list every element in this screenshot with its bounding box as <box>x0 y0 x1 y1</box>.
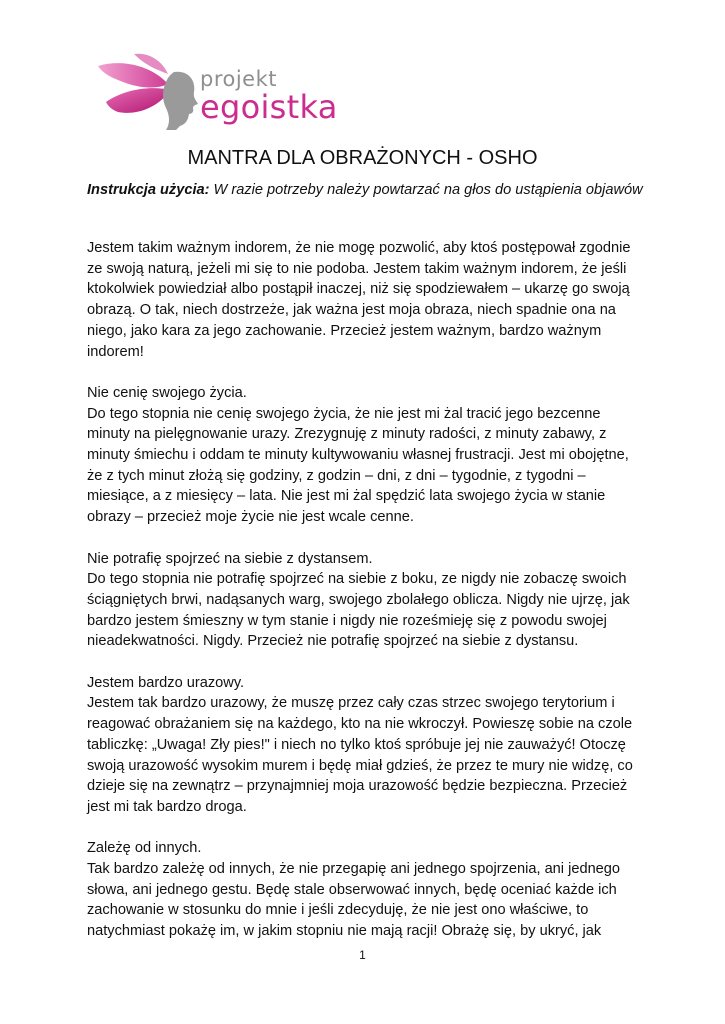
logo-wordmark <box>200 68 338 124</box>
text-line: niego, jako kara za jego zachowanie. Przecież jestem ważnym, bardzo ważnym <box>87 322 602 339</box>
document-title: MANTRA DLA OBRAŻONYCH - OSHO <box>187 147 538 169</box>
text-line: Zależę od innych. <box>87 840 202 857</box>
instruction-text: W razie potrzeby należy powtarzać na głos do ustąpienia objawów <box>209 182 643 198</box>
text-line: tabliczkę: „Uwaga! Zły pies!" i niech no tylko ktoś spróbuje jej nie zauważyć! Otoczę <box>87 736 626 753</box>
paragraph-urazowy <box>87 673 642 818</box>
text-line: obrazą. O tak, niech dostrzeże, jak ważna jest moja obraza, niech spadnie ona na <box>87 302 616 319</box>
text-line: ze swoją naturą, jeżeli mi się to nie podoba. Jestem takim ważnym indorem, że jeśli <box>87 260 627 277</box>
text-line: jest mi tak bardzo droga. <box>87 798 247 815</box>
text-line: natychmiast pokażę im, w jakim stopniu nie mają racji! Obrażę się, by ukryć, jak <box>87 923 602 940</box>
text-line: indorem! <box>87 343 144 360</box>
text-line: minuty na pielęgnowanie urazy. Zrezygnuję z minuty radości, z minuty zabawy, z <box>87 426 607 443</box>
paragraph-indor <box>87 238 642 362</box>
text-line: że z tych minut złożą się godziny, z godzin – dni, z dni – tygodnie, z tygodni – <box>87 467 586 484</box>
text-line: obrazy – przecież moje życie nie jest wcale cenne. <box>87 509 414 526</box>
text-line: Nie potrafię spojrzeć na siebie z dystansem. <box>87 550 373 567</box>
text-line: Jestem bardzo urazowy. <box>87 674 245 691</box>
document-body <box>87 238 642 963</box>
text-line: Do tego stopnia nie cenię swojego życia, że nie jest mi żal tracić jego bezcenne <box>87 405 601 422</box>
text-line: Jestem takim ważnym indorem, że nie mogę pozwolić, aby ktoś postępował zgodnie <box>87 240 631 256</box>
paragraph-zaleze <box>87 838 642 942</box>
butterfly-profile-icon <box>96 50 206 132</box>
text-line: Jestem tak bardzo urazowy, że muszę przez cały czas strzec swojego terytorium i <box>87 695 615 712</box>
text-line: reagować obrażaniem się na każdego, kto na nie wkroczył. Powieszę sobie na czole <box>87 716 633 733</box>
text-line: ktokolwiek powiedział albo postąpił inaczej, niż się spodziewałem – ukarzę go swoją <box>87 281 630 298</box>
text-line: minuty śmiechu i oddam te minuty kultywowaniu własnej frustracji. Jest mi obojętne, <box>87 447 629 464</box>
text-line: Do tego stopnia nie potrafię spojrzeć na siebie z boku, ze nigdy nie zobaczę swoich <box>87 571 627 588</box>
brand-logo <box>96 50 336 132</box>
text-line: bardzo jestem śmieszny w tym stanie i nigdy nie roześmieję się z powodu swojej <box>87 612 607 629</box>
text-line: nieadekwatności. Nigdy. Przecież nie potrafię spojrzeć na siebie z dystansu. <box>87 633 579 650</box>
text-line: dzieje się na zewnątrz – przynajmniej moja urazowość będzie bezpieczna. Przecież <box>87 778 628 795</box>
text-line: miesiące, a z miesięcy – lata. Nie jest mi żal spędzić lata swojego życia w stanie <box>87 488 606 505</box>
page-number: 1 <box>359 948 366 962</box>
text-line: swoją urazowość wysokim murem i będę miał gdzieś, że przez te mury nie widzę, co <box>87 757 633 774</box>
text-line: Nie cenię swojego życia. <box>87 384 247 401</box>
text-line: Tak bardzo zależę od innych, że nie przegapię ani jednego spojrzenia, ani jednego <box>87 861 621 878</box>
paragraph-zycie <box>87 383 642 528</box>
text-line: ściągniętych brwi, nadąsanych warg, swojego zbolałego oblicza. Nigdy nie ujrzę, jak <box>87 591 630 608</box>
logo-line-egoistka: egoistka <box>200 88 338 126</box>
logo-line-projekt: projekt <box>200 67 277 91</box>
paragraph-dystans <box>87 549 642 653</box>
text-line: zachowanie w stosunku do mnie i jeśli zdecyduję, że nie jest ono właściwe, to <box>87 902 589 919</box>
instruction-label: Instrukcja użycia: <box>87 182 210 198</box>
usage-instruction <box>87 180 647 200</box>
text-line: słowa, ani jednego gestu. Będę stale obserwować innych, będę oceniać każde ich <box>87 881 617 898</box>
